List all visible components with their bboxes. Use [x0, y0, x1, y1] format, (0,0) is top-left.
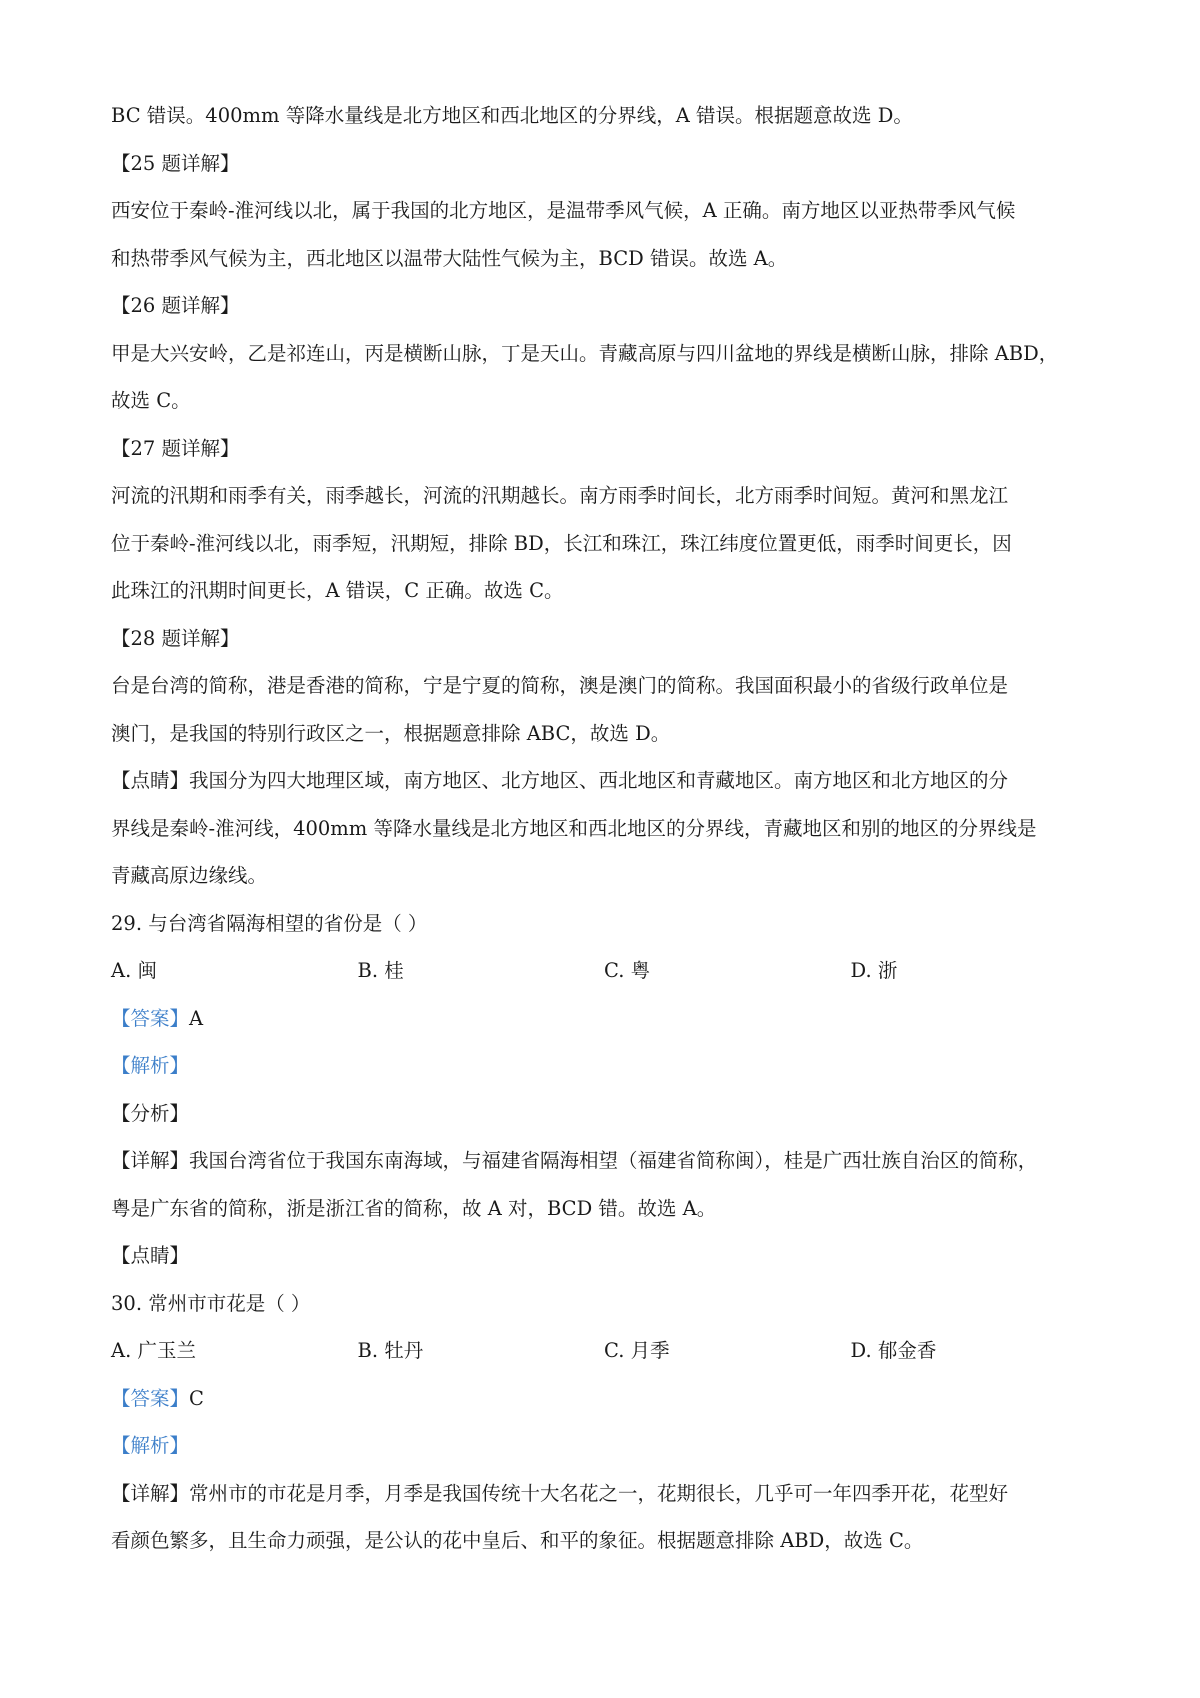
dianjing-line-3: 青藏高原边缘线。: [111, 864, 268, 887]
q30-option-a: A. 广玉兰: [111, 1339, 196, 1362]
q30-answer: [111, 1375, 1097, 1423]
q25-line-2: 和热带季风气候为主，西北地区以温带大陆性气候为主，BCD 错误。故选 A。: [111, 246, 788, 270]
q24-tail-line: BC 错误。400mm 等降水量线是北方地区和西北地区的分界线，A 错误。根据题意故选 D。: [111, 104, 913, 127]
q30-option-b: B. 牡丹: [357, 1339, 424, 1362]
q30-option-c: C. 月季: [604, 1339, 670, 1362]
q30-question: 30. 常州市市花是（ ）: [111, 1291, 311, 1315]
q29-fenxi: 【分析】: [111, 1101, 190, 1125]
q29-detail-line-2: 粤是广东省的简称，浙是浙江省的简称，故 A 对，BCD 错。故选 A。: [111, 1196, 717, 1220]
q29-options: [111, 947, 1097, 995]
q29-answer-label: 【答案】: [111, 1006, 190, 1030]
q27-line-1: 河流的汛期和雨季有关，雨季越长，河流的汛期越长。南方雨季时间长，北方雨季时间短。黄河和黑龙江: [111, 484, 1009, 507]
q28-heading: 【28 题详解】: [111, 626, 240, 650]
q27-heading: 【27 题详解】: [111, 436, 240, 460]
q29-detail-line-1: 【详解】我国台湾省位于我国东南海域，与福建省隔海相望（福建省简称闽），桂是广西壮族自治区的简称，: [111, 1149, 1038, 1172]
q27-line-2: 位于秦岭-淮河线以北，雨季短，汛期短，排除 BD，长江和珠江，珠江纬度位置更低，雨季时间更长，因: [111, 531, 1012, 555]
q29-answer: [111, 995, 1097, 1043]
dianjing-line-1: 【点睛】我国分为四大地理区域，南方地区、北方地区、西北地区和青藏地区。南方地区和北方地区的分: [111, 769, 1009, 792]
q29-dianjing: 【点睛】: [111, 1244, 190, 1267]
q30-detail-line-1: 【详解】常州市的市花是月季，月季是我国传统十大名花之一，花期很长，几乎可一年四季开花，花型好: [111, 1481, 1009, 1505]
q29-answer-value: A: [189, 1006, 204, 1030]
q29-option-d: D. 浙: [850, 959, 898, 982]
dianjing-line-2: 界线是秦岭-淮河线，400mm 等降水量线是北方地区和西北地区的分界线，青藏地区和别的地区的分界线是: [111, 816, 1037, 840]
q29-question: 29. 与台湾省隔海相望的省份是（ ）: [111, 911, 428, 935]
q26-line-1: 甲是大兴安岭，乙是祁连山，丙是横断山脉，丁是天山。青藏高原与四川盆地的界线是横断山脉，排除 ABD，: [111, 341, 1059, 365]
q29-option-c: C. 粤: [604, 959, 651, 982]
q29-analysis-label: 【解析】: [111, 1054, 190, 1077]
q26-line-2: 故选 C。: [111, 389, 191, 412]
q25-line-1: 西安位于秦岭-淮河线以北，属于我国的北方地区，是温带季风气候，A 正确。南方地区以亚热带季风气候: [111, 199, 1016, 222]
q30-options: [111, 1327, 1097, 1375]
q30-answer-label: 【答案】: [111, 1386, 190, 1410]
q30-option-d: D. 郁金香: [850, 1339, 937, 1362]
q30-answer-value: C: [189, 1386, 204, 1410]
q26-heading: 【26 题详解】: [111, 294, 240, 317]
q30-detail-line-2: 看颜色繁多，且生命力顽强，是公认的花中皇后、和平的象征。根据题意排除 ABD，故选 C。: [111, 1529, 924, 1552]
q29-option-a: A. 闽: [111, 959, 157, 982]
q29-option-b: B. 桂: [357, 959, 404, 982]
document-page: [111, 92, 1097, 1565]
q25-heading: 【25 题详解】: [111, 151, 240, 175]
q27-line-3: 此珠江的汛期时间更长，A 错误，C 正确。故选 C。: [111, 579, 564, 602]
q28-line-2: 澳门，是我国的特别行政区之一，根据题意排除 ABC，故选 D。: [111, 721, 671, 745]
q30-analysis-label: 【解析】: [111, 1434, 190, 1457]
q28-line-1: 台是台湾的简称，港是香港的简称，宁是宁夏的简称，澳是澳门的简称。我国面积最小的省级行政单位是: [111, 674, 1009, 697]
